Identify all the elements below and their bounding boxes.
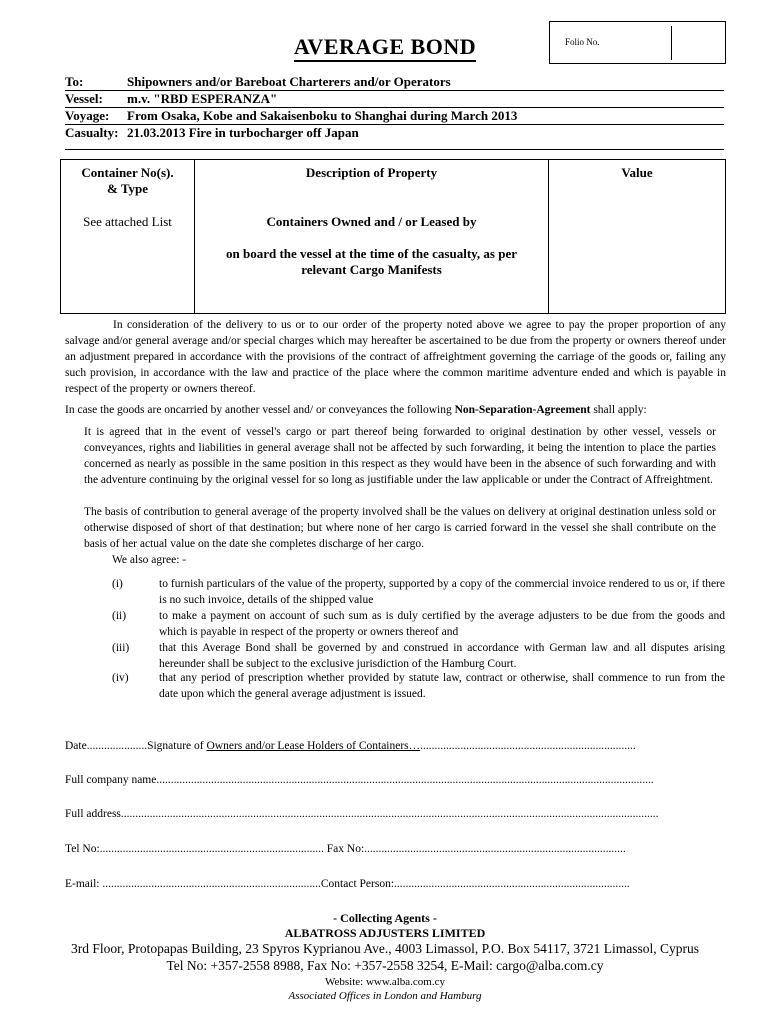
- col-header-value: Value: [621, 165, 653, 180]
- non-separation-term: Non-Separation-Agreement: [454, 404, 591, 416]
- company-name-field[interactable]: Full company name.............................................................................................................................................................................: [65, 774, 654, 786]
- cell-description-line1: Containers Owned and / or Leased by: [266, 214, 477, 229]
- vessel-label: Vessel:: [65, 91, 103, 106]
- cell-description-line2: on board the vessel at the time of the casualty, as per: [225, 246, 518, 261]
- owners-text: Owners and/or Lease Holders of Containers…: [206, 740, 421, 752]
- cell-description-line3: relevant Cargo Manifests: [301, 262, 442, 277]
- col-header-description: Description of Property: [305, 165, 438, 180]
- item-1-text: to furnish particulars of the value of the property, supported by a copy of the commercial invoice rendered to us or, if there is no such invoice, details of the shipped value: [159, 578, 725, 606]
- footer-company-name: ALBATROSS ADJUSTERS LIMITED: [284, 926, 486, 940]
- header-divider: [65, 149, 724, 150]
- footer-address: 3rd Floor, Protopapas Building, 23 Spyros Kyprianou Ave., 4003 Limassol, P.O. Box 54117, 3721 Limassol, Cyprus: [71, 941, 699, 956]
- casualty-value: 21.03.2013 Fire in turbocharger off Japan: [127, 125, 359, 140]
- voyage-value: From Osaka, Kobe and Sakaisenboku to Shanghai during March 2013: [127, 108, 518, 123]
- footer-collecting-agents: - Collecting Agents -: [333, 911, 437, 925]
- casualty-label: Casualty:: [65, 125, 119, 140]
- item-2-text: to make a payment on account of such sum as is duly certified by the average adjusters to be due from the goods and which is payable in respect of the property or owners thereof and: [159, 610, 725, 638]
- table-col-divider-2: [548, 160, 549, 313]
- to-label: To:: [65, 74, 84, 89]
- address-field[interactable]: Full address...........................................................................................................................................................................................: [65, 808, 659, 820]
- cell-container-value: See attached List: [83, 214, 172, 229]
- item-3-text: that this Average Bond shall be governed by and construed in accordance with German law and all disputes arising hereunder shall be subject to the exclusive jurisdiction of the Hamburg Court.: [159, 642, 725, 670]
- table-col-divider-1: [194, 160, 195, 313]
- date-signature-label: Date.....................Signature of: [65, 740, 207, 752]
- col-header-container-line2: & Type: [106, 181, 149, 196]
- to-value: Shipowners and/or Bareboat Charterers and/or Operators: [127, 74, 451, 89]
- email-contact-field[interactable]: E-mail: ............................................................................Contact Person:..................................................................................: [65, 878, 630, 890]
- folio-divider: [671, 26, 672, 60]
- oncarried-suffix: shall apply:: [590, 404, 647, 416]
- header-vessel-row: [65, 90, 724, 108]
- voyage-label: Voyage:: [65, 108, 110, 123]
- item-2-number: (ii): [112, 610, 127, 622]
- header-casualty-row: [65, 124, 724, 141]
- date-signature-field[interactable]: [65, 738, 726, 754]
- we-also-agree: We also agree: -: [112, 554, 187, 566]
- header-voyage-row: [65, 107, 724, 125]
- contribution-paragraph: The basis of contribution to general average of the property involved shall be the values on delivery at original destination unless sold or otherwise disposed of short of that destination; but where none of her cargo is carried forward in the vessel she shall contribute on the basis of her actual value on the date she completes discharge of her cargo.: [84, 506, 716, 550]
- item-3-number: (iii): [112, 642, 130, 654]
- title-text: AVERAGE BOND: [294, 34, 476, 62]
- tel-fax-field[interactable]: Tel No:.............................................................................. Fax No:...........................................................................................: [65, 843, 626, 855]
- col-header-container-line1: Container No(s).: [81, 165, 174, 180]
- footer-website[interactable]: Website: www.alba.com.cy: [325, 976, 445, 988]
- item-4-text: that any period of prescription whether provided by statute law, contract or otherwise, shall commence to run from the date upon which the general average adjustment is issued.: [159, 672, 725, 700]
- item-1-number: (i): [112, 578, 123, 590]
- col-header-container: [61, 165, 194, 197]
- agreement-paragraph: It is agreed that in the event of vessel's cargo or part thereof being forwarded to original destination by other vessel, vessels or conveyances, rights and liabilities in general average shall not be affected by such forwarding, it being the intention to place the parties concerned as nearly as possible in the same position in this respect as they would have been in the absence of such forwarding and with the adventure continuing by the original vessel for so long as justifiable under the law applicable or under the Contract of Affreightment.: [84, 426, 716, 486]
- folio-box[interactable]: [549, 21, 726, 64]
- header-to-row: [65, 73, 724, 91]
- vessel-value: m.v. "RBD ESPERANZA": [127, 91, 278, 106]
- footer-contact: Tel No: +357-2558 8988, Fax No: +357-2558 3254, E-Mail: cargo@alba.com.cy: [166, 958, 604, 973]
- footer-associated-offices: Associated Offices in London and Hamburg: [288, 990, 482, 1002]
- oncarried-prefix: In case the goods are oncarried by another vessel and/ or conveyances the following: [65, 404, 455, 416]
- property-table: [60, 159, 726, 314]
- item-4-number: (iv): [112, 672, 129, 684]
- date-signature-dots: ...........................................................................: [420, 740, 636, 752]
- consideration-paragraph: In consideration of the delivery to us or to our order of the property noted above we agree to pay the proper proportion of any salvage and/or general average and/or special charges which may hereafter be ascertained to be due from the property or owners thereof under an adjustment prepared in accordance with the provisions of the contract of affreightment governing the carriage of the goods or, failing any such provision, in accordance with the law and practice of the place where the common maritime adventure ended and which is payable in respect of the property or owners thereof.: [65, 319, 726, 395]
- oncarried-paragraph: [65, 402, 726, 418]
- folio-label: Folio No.: [565, 37, 600, 47]
